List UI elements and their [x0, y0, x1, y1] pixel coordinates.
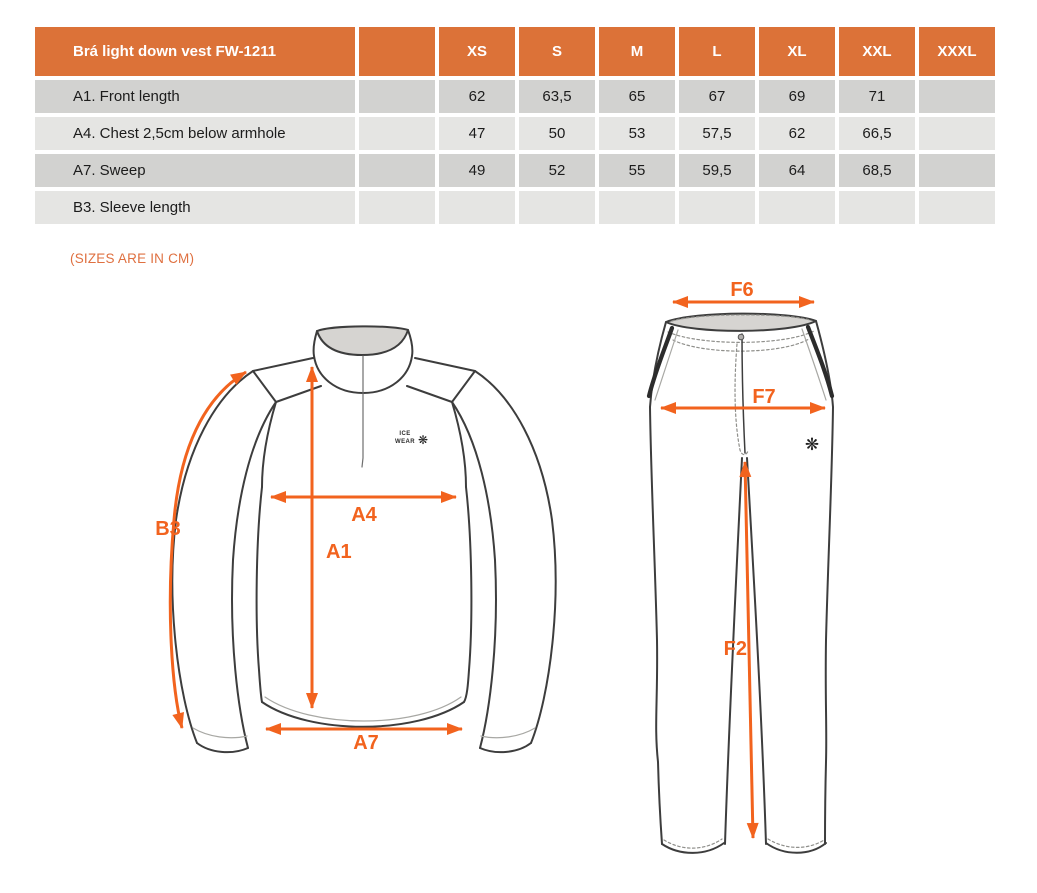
left-pocket-edge: [655, 330, 678, 400]
size-header-s: S: [519, 27, 595, 76]
icewear-logo-text-top: ICE: [399, 431, 411, 437]
collar-outline: [314, 330, 413, 393]
right-leg-outer: [816, 321, 833, 844]
value-cell: 64: [759, 154, 835, 187]
size-header-m: M: [599, 27, 675, 76]
b3-label: B3: [155, 518, 181, 540]
value-cell: 69: [759, 80, 835, 113]
a4-measurement-arrow: [271, 497, 456, 526]
collar-inside: [317, 326, 408, 355]
size-header-l: L: [679, 27, 755, 76]
f6-label: F6: [730, 279, 754, 301]
value-cell: 71: [839, 80, 915, 113]
row-label: A7. Sweep: [35, 154, 355, 187]
center-front-seam: [742, 334, 745, 453]
value-cell: 63,5: [519, 80, 595, 113]
value-cell: 62: [439, 80, 515, 113]
value-cell: [919, 154, 995, 187]
body-right-side: [464, 487, 471, 702]
left-cuff-band: [193, 728, 247, 738]
size-header-xxl: XXL: [839, 27, 915, 76]
right-shoulder-seam: [407, 358, 475, 402]
value-cell: [439, 191, 515, 224]
value-cell: 67: [679, 80, 755, 113]
value-cell: 59,5: [679, 154, 755, 187]
fly-stitching: [735, 344, 748, 455]
icewear-logo-text-bottom: WEAR: [395, 439, 415, 445]
value-cell: [599, 191, 675, 224]
row-spacer-cell: [359, 154, 435, 187]
right-raglan-seam: [452, 402, 466, 487]
row-spacer-cell: [359, 80, 435, 113]
value-cell: 47: [439, 117, 515, 150]
left-sleeve-inner: [232, 402, 276, 748]
right-sleeve-inner: [452, 402, 496, 748]
value-cell: [759, 191, 835, 224]
right-cuff-band: [481, 728, 535, 738]
table-row-sleeve-length: [35, 191, 995, 224]
value-cell: [919, 191, 995, 224]
row-spacer-cell: [359, 191, 435, 224]
right-hem-stitching: [768, 839, 824, 847]
right-sleeve-outer: [475, 371, 556, 743]
hip-yoke-stitching: [673, 339, 809, 351]
value-cell: [839, 191, 915, 224]
size-header-xs: XS: [439, 27, 515, 76]
left-leg-hem: [662, 843, 724, 853]
waist-button: [738, 334, 744, 340]
header-spacer-cell: [359, 27, 435, 76]
size-header-xl: XL: [759, 27, 835, 76]
hem-outline: [262, 702, 464, 727]
a1-measurement-arrow: [312, 367, 352, 708]
icewear-logo-snowflake-icon: ❋: [417, 433, 429, 447]
pants-snowflake-logo-icon: ❋: [804, 435, 820, 455]
right-cuff: [480, 743, 531, 752]
f7-label: F7: [752, 386, 776, 408]
left-hem-stitching: [664, 839, 722, 848]
value-cell: [519, 191, 595, 224]
value-cell: 49: [439, 154, 515, 187]
value-cell: [679, 191, 755, 224]
a7-measurement-arrow: [266, 729, 462, 754]
f6-measurement-arrow: [673, 279, 814, 302]
pants-drawing: [649, 279, 833, 853]
left-leg-inseam: [725, 458, 742, 844]
row-label: A4. Chest 2,5cm below armhole: [35, 117, 355, 150]
table-row-chest: [35, 117, 995, 150]
value-cell: 68,5: [839, 154, 915, 187]
f7-measurement-arrow: [661, 386, 825, 408]
value-cell: [919, 80, 995, 113]
right-pocket: [808, 327, 832, 396]
b3-measurement-arrow: [155, 372, 246, 728]
table-row-sweep: [35, 154, 995, 187]
left-leg-outer: [650, 322, 666, 844]
value-cell: 57,5: [679, 117, 755, 150]
size-chart-table: [31, 23, 999, 228]
left-sleeve-outer: [172, 371, 253, 743]
value-cell: 53: [599, 117, 675, 150]
table-header-row: [35, 27, 995, 76]
table-row-front-length: [35, 80, 995, 113]
waistband-seam: [668, 331, 814, 342]
value-cell: 50: [519, 117, 595, 150]
left-raglan-seam: [262, 402, 276, 487]
row-label: A1. Front length: [35, 80, 355, 113]
waist-opening: [666, 314, 816, 331]
pullover-drawing: [155, 326, 555, 754]
row-spacer-cell: [359, 117, 435, 150]
value-cell: 66,5: [839, 117, 915, 150]
sizes-note: (SIZES ARE IN CM): [70, 251, 195, 266]
f2-measurement-arrow: [724, 462, 753, 838]
a4-label: A4: [351, 504, 377, 526]
a1-label: A1: [326, 541, 352, 563]
row-label: B3. Sleeve length: [35, 191, 355, 224]
size-header-xxxl: XXXL: [919, 27, 995, 76]
right-leg-hem: [766, 843, 826, 853]
hem-band-line: [265, 697, 461, 721]
f2-label: F2: [723, 638, 747, 660]
zipper-line: [362, 356, 363, 467]
right-leg-inseam: [747, 458, 766, 844]
body-left-side: [257, 487, 262, 702]
value-cell: 65: [599, 80, 675, 113]
left-cuff: [197, 743, 248, 752]
value-cell: 62: [759, 117, 835, 150]
product-title-cell: Brá light down vest FW-1211: [35, 27, 355, 76]
waist-stitching: [672, 315, 810, 321]
left-pocket: [649, 328, 672, 396]
value-cell: 52: [519, 154, 595, 187]
value-cell: 55: [599, 154, 675, 187]
right-pocket-edge: [802, 329, 826, 400]
value-cell: [919, 117, 995, 150]
a7-label: A7: [353, 732, 379, 754]
left-shoulder-seam: [253, 358, 321, 402]
